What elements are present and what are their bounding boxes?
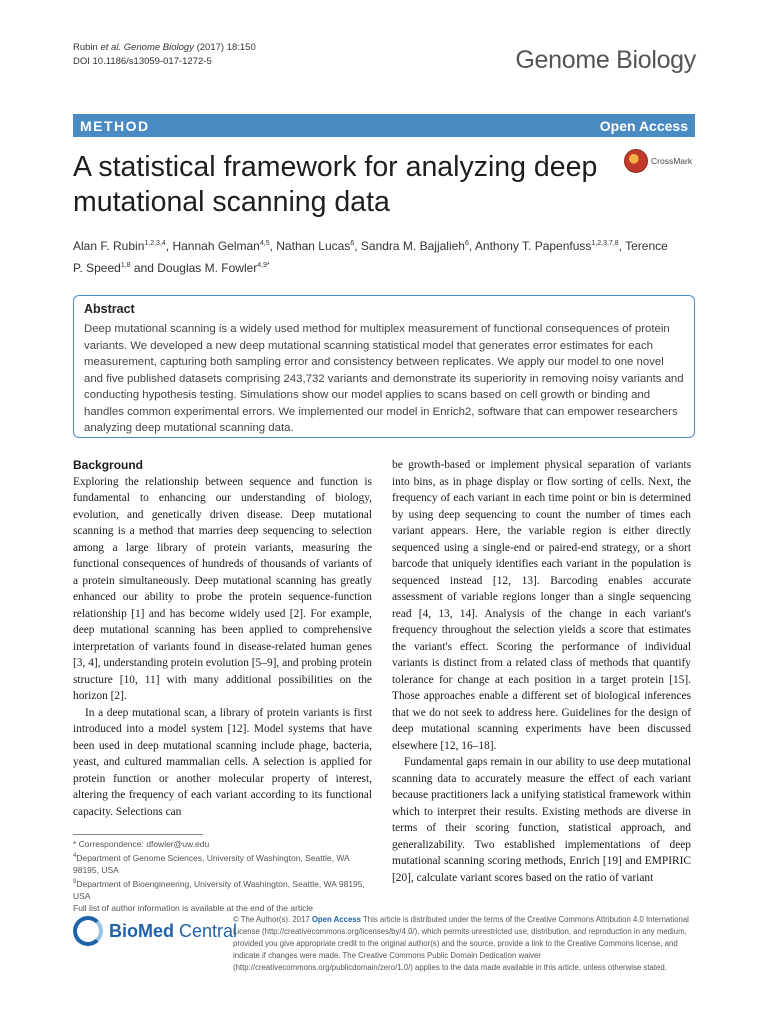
- abstract-box: [73, 295, 695, 438]
- publisher-logo: BioMed Central: [73, 916, 237, 946]
- crossmark-badge[interactable]: [624, 149, 692, 173]
- affiliation-marker: 1,8: [120, 262, 131, 269]
- crossmark-label: CrossMark: [651, 156, 693, 166]
- footnotes: [73, 838, 372, 914]
- paragraph: Exploring the relationship between sequence and function is fundamental to enhancing our understanding of biology, evolution, and genetically driven disease. Deep mutational scanning is a method that marries deep sequencing to selection among a large library of protein variants, measuring the functional consequences of hundreds of thousands of variants of a protein simultaneously. Deep mutational scanning has greatly enhanced our ability to probe the protein sequence-function relationship [1] and has become widely used [2]. For example, deep mutational scanning has been applied to comprehensive interpretation of variants found in disease-related human genes [3, 4], understanding protein evolution [5–9], and probing protein structure [10, 11] with many additional possibilities on the horizon [2].: [73, 475, 372, 702]
- author-name[interactable]: Nathan Lucas: [276, 239, 351, 253]
- citation-authors: Rubin: [73, 42, 101, 53]
- author-name[interactable]: Hannah Gelman: [172, 239, 260, 253]
- affiliation-marker: 1,2,3,4: [144, 240, 166, 247]
- section-heading-background: Background: [73, 458, 144, 472]
- footnote-divider: [73, 834, 203, 835]
- correspondence[interactable]: * Correspondence: dfowler@uw.edu: [73, 839, 210, 849]
- author-separator: ,: [269, 239, 277, 253]
- paragraph: In a deep mutational scan, a library of protein variants is first introduced into a model system [12]. Model systems that have been used in deep mutational scanning include phage, bacteria, yeast, and cultured mammalian cells. A selection is applied for protein function or another molecular property of interest, altering the frequency of each variant according to its functional capacity. Selections can: [73, 706, 372, 818]
- author-separator: ,: [354, 239, 361, 253]
- citation-volume: (2017) 18:150: [193, 42, 256, 53]
- author-list: [73, 234, 673, 278]
- biomed-central-icon: [73, 916, 103, 946]
- doi[interactable]: DOI 10.1186/s13059-017-1272-5: [73, 56, 212, 67]
- author-separator: ,: [165, 239, 173, 253]
- body-column-left: [73, 457, 372, 820]
- paragraph: Fundamental gaps remain in our ability to use deep mutational scanning data to accurately measure the effect of each variant because practitioners lack a unifying statistical framework within which to interpret their results. Existing methods are diverse in terms of their scoring function, statistical approach, and generalizability. Two established implementations of deep mutational scanning scoring methods, Enrich [19] and EMPIRIC [20], calculate variant scores based on the ratio of variant: [392, 756, 691, 884]
- article-type: METHOD: [80, 117, 150, 134]
- affiliation-marker: 4,9*: [257, 262, 270, 269]
- affiliation-marker: 1,2,3,7,8: [591, 240, 619, 247]
- citation: [73, 41, 256, 69]
- body-column-right: [392, 457, 691, 886]
- affiliation-marker: 6: [350, 240, 355, 247]
- crossmark-icon: [624, 149, 648, 173]
- citation-journal: et al. Genome Biology: [100, 42, 194, 53]
- author-name[interactable]: Sandra M. Bajjalieh: [360, 239, 465, 253]
- paragraph: be growth-based or implement physical separation of variants into bins, as in phage display or flow sorting of cells. Next, the frequency of each variant in each time point or bin is determined by using deep sequencing to count the number of times each variant appears. Here, the variable region is either directly sequenced using a single-end or paired-end strategy, or a short barcode that uniquely identifies each variant in the population is sequenced instead [12, 13]. Barcoding enables accurate assessment of variable regions longer than a single sequencing read [4, 13, 14]. Analysis of the change in each variant's frequency throughout the selection yields a score that estimates the variant's effect. Scoring the performance of individual variants is distinct from a related class of methods that quantify tolerance for change at each position in a target protein [15]. Those approaches enable a different set of biological inferences that we do not seek to address here. Guidelines for the design of deep mutational scanning experiments have been discussed elsewhere [12, 16–18].: [392, 459, 691, 752]
- author-name[interactable]: Douglas M. Fowler: [157, 261, 258, 275]
- affiliation-marker: 6: [464, 240, 469, 247]
- article-type-bar: [73, 114, 695, 137]
- author-separator: ,: [618, 239, 626, 253]
- abstract-heading: Abstract: [84, 302, 135, 316]
- article-title: A statistical framework for analyzing deep mutational scanning data: [73, 151, 598, 218]
- author-name[interactable]: Terence P. Speed: [73, 239, 668, 275]
- affiliation-4: $^4$Department of Genome Sciences, University of Washington, Seattle, WA 98195, USA: [73, 852, 350, 875]
- license-text: © The Author(s). 2017 Open Access This article is distributed under the terms of the Creative Commons Attribution 4.0 International License (http://creativecommons.org/licenses/by/4.0/), which permits unrestricted use, distribution, and reproduction in any medium, provided you give appropriate credit to the original author(s) and the source, provide a link to the Creative Commons license, and indicate if changes were made. The Creative Commons Public Domain Dedication waiver (http://creativecommons.org/publicdomain/zero/1.0/) applies to the data made available in this article, unless otherwise stated.: [233, 915, 689, 972]
- affiliation-9: $^9$Department of Bioengineering, University of Washington, Seattle, WA 98195, USA: [73, 878, 365, 901]
- author-separator: and: [130, 261, 158, 275]
- journal-name: Genome Biology: [515, 46, 696, 74]
- author-separator: ,: [468, 239, 475, 253]
- author-name[interactable]: Alan F. Rubin: [73, 239, 145, 253]
- affiliation-marker: 4,5: [259, 240, 270, 247]
- open-access-label[interactable]: Open Access: [599, 117, 688, 134]
- author-name[interactable]: Anthony T. Papenfuss: [474, 239, 592, 253]
- abstract-text: Deep mutational scanning is a widely used method for multiplex measurement of functional consequences of protein variants. We developed a new deep mutational scanning statistical model that generates error estimates for each measurement, capturing both sampling error and consistency between replicates. We apply our model to one novel and five published datasets comprising 243,732 variants and demonstrate its superiority in removing noisy variants and conducting hypothesis testing. Simulations show our model applies to scans based on cell growth or binding and handles common experimental errors. We implemented our model in Enrich2, software that can empower researchers analyzing deep mutational scanning data.: [84, 323, 684, 434]
- full-author-info-note: Full list of author information is available at the end of the article: [73, 902, 314, 913]
